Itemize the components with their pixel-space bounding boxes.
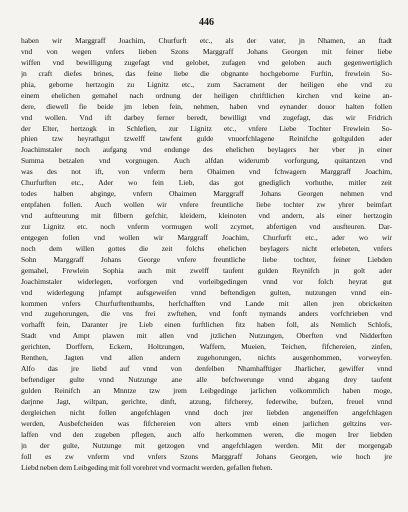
text-line: phia, geborne hertzogin zu Lignitz etc., zum Sacrament der heiligen ehe vnd zu	[21, 79, 392, 89]
text-line: vorhafft fein, Daranter jre Lieb einen furftlichen fitz haben foll, als Nemlich Schlofs,	[21, 320, 392, 330]
text-line: werden, Ausbefcheiden was fifchereien von alters vmb einen jarlichen geltzins ver-	[21, 418, 392, 428]
text-line: Summa betzalen vnd vorgnugen. Auch alfdan widerumb vorforgung, quitantzen vnd	[21, 156, 392, 166]
text-line: dergleichen nicht follen angefchlagen vnnd doch jrer liebden angeneiffen angefchlagen	[21, 407, 392, 417]
text-line: einem ehelichen gemahel nach ordnung der heiligen chriftlichen kirchen vnd keine an-	[21, 90, 392, 100]
text-line: jn craft diefes brines, das feine liebe die obgnante hochgeborne Furftin, frewlein So-	[21, 68, 392, 78]
text-line: kommen vnfers Churfurftenthumbs, herfchafften vnd Lande mit allen jren obrickeiten	[21, 298, 392, 308]
text-line: phien tzw heyrathgut tzwelff tawfent gulde vnuorfchlagene Reinifche goltgulden ader	[21, 134, 392, 144]
text-line: foll es zw vnferm vnd vnfers Szons Marggraff Johans Georgen, wie hoch jre	[21, 451, 392, 461]
page-number: 446	[199, 17, 214, 28]
text-line: Renthen, Jagten vnd allen andern zugehorungen, nichts ausgenhommen, vorweyfen.	[21, 353, 392, 363]
text-line: Stadt vnd Ampt plawen mit allen vnd jtzlichen Nutzungen, Oberften vnd Nidderften	[21, 331, 392, 341]
text-line: vnd von wegen vnfers lieben Szons Marggraff Johans Georgen mit feiner liebe	[21, 46, 392, 56]
text-line: dere, diewell fie beide jm leben fein, nehmen, haben vnd eynander douor halten follen	[21, 101, 392, 111]
text-line: entgegen follen vnd wollen wir Marggraff Joachim, Churfurft etc., ader wo wir	[21, 232, 392, 242]
text-line: beftendiger gulte vnnd Nutzunge ane alle befchwerunge vnnd abgang drey taufent	[21, 375, 392, 385]
text-line: vnd wollen. Vnd ift darbey ferner beredt, bewilligt vnd zugefagt, das wir Fridrich	[21, 112, 392, 122]
text-line: haben wir Marggraff Joachim, Churfurft etc., als der vater, jn Nhamen, an ftadt	[21, 36, 392, 45]
text-line: noch dem willen gottes die zeit folchs ehelichen beylagers nicht erlebeten, vnfers	[21, 243, 392, 253]
text-line: gulden Reinifch an Mnntze tzw jrem Leibgedinge jarlichen volkommlich haben moge,	[21, 386, 392, 395]
text-line: darjnne Jagt, wiltpan, gerichte, dinft, atzung, fifcherey, federwihe, bufzen, freuel vnnd	[21, 396, 392, 406]
text-line: was des not ift, von vnferm hern Ohaimen vnd fchwagern Marggraff Joachim,	[21, 167, 392, 177]
text-line: Liebd neben dem Leibgeding mit foll vorehret vnd vormacht werden, gefallen ftehen.	[21, 462, 273, 472]
text-line: wiffen vnd bewilligung zugefagt vnd gelobet, zufagen vnd geloben auch gegenwertiglich	[21, 57, 392, 67]
text-line: todes halben abginge, vnfern Ohaimen Marggraff Johans Georgen nehmen vnd	[21, 189, 392, 199]
text-line: gemahel, Frewlein Sophia auch mit zwelff taufent gulden Reynifch jn golt ader	[21, 265, 392, 275]
text-line: jn der gulte, Nutzunge mit getzogen vnd angefchlagen werden. Mit der morgengab	[21, 440, 392, 450]
text-line: Joachimstaler widerlegen, vorforgen vnd vorleibgedingen vnnd vor folch heyrat gut	[21, 276, 392, 286]
text-line: vnd auftteurung mit filbern gefchir, kleidern, kleinoten vnd andern, als einer hertzogin	[21, 211, 392, 220]
text-line: gerichten, Dorffern, Eckern, Holtzungen, Waffern, Mueien, Teichen, fifchereien, zinfen,	[21, 342, 392, 352]
text-line: vnd widerlegung jnfampt aufsgeweifen vnnd beftendigen gulten, nutzungen vnnd ein-	[21, 287, 392, 297]
text-line: entpfahen follen. Auch wollen wir vnfere freuntliche liebe tochter zw yhrer beimfart	[21, 200, 392, 210]
body-text	[21, 36, 392, 474]
text-line: Sohn Marggraff Johans George vnfere freuntliche liebe tochter, feiner Liebden	[21, 254, 392, 264]
text-line: zur Lignitz etc. noch vnferm vormugen woll zcymet, abfertigen vnd ausfteuren. Dar-	[21, 221, 392, 231]
text-line: vnd zugehorungen, die vns frei zwftehen, vnd fonft nymands anders vorfchrieben vnd	[21, 309, 392, 319]
text-line: der Elter, hertzogk in Schlefien, zur Lignitz etc., vnfere Liebe Tochter Frewlein So-	[21, 123, 392, 133]
text-line: Churfurften etc., Ader wo fein Lieb, das got gnediglich vorhuthe, mitler zeit	[21, 178, 392, 188]
text-line: laffen vnd den zugeben pflegen, auch alfo herkommen weren, die mogen Irer liebden	[21, 429, 392, 439]
text-line: Joachimstaler noch aufgang vnd endunge des ehelichen beylagers her vber jn einer	[21, 145, 392, 155]
text-line: Alfo das jre liebd auf vnnd von denfelben Nhamhafftiger Jharlicher, gewiffer vnnd	[21, 364, 392, 374]
